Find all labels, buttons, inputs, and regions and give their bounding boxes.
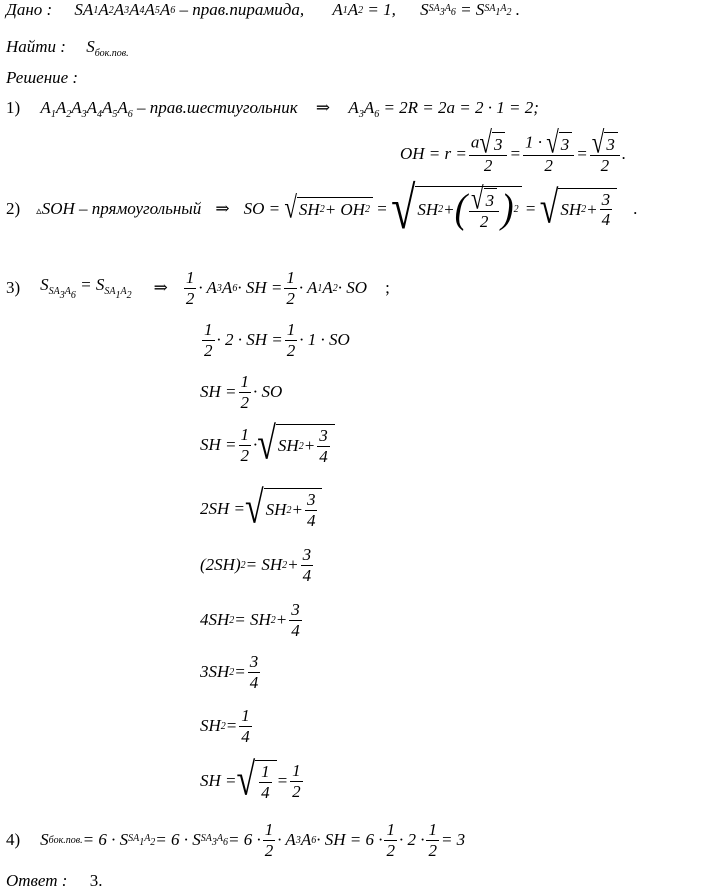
eq-6: 4SH 2 = SH 2 + $\frac{3}{4}$ bbox=[200, 600, 300, 640]
given-area: S $SA_3A_6$ = S $SA_1A_2$ . bbox=[420, 0, 521, 19]
eq-8: SH 2 = $\frac{1}{4}$ bbox=[200, 706, 250, 746]
eq-4: 2SH = √ SH 2 + $\frac{3}{4}$ bbox=[200, 488, 322, 530]
step-2-number: 2) bbox=[6, 198, 21, 218]
given-line bbox=[6, 0, 520, 20]
find-target: бок.пов. bbox=[94, 48, 129, 59]
eq-9: SH = √ $\frac{1}{4}$ = $\frac{1}{2}$ bbox=[200, 755, 301, 806]
given-pyramid: SA 1 A 2 A 3 A 4 A 5 A 6 – прав.пирамида, bbox=[74, 0, 305, 19]
step-4-number: 4) bbox=[6, 830, 21, 850]
answer-line bbox=[6, 871, 102, 891]
find-line: Найти : $S_{бок.пов.}$ bbox=[6, 37, 129, 59]
answer-label: Ответ : bbox=[6, 871, 68, 890]
step-2: 2) ▵SOH – прямоугольный ⇒ SO = √ SH 2 + OH 2 = √ SH 2 + ( √ 3 2 ) 2 = √ SH 2 + $\frac{3}{4}$ . bbox=[6, 174, 638, 242]
given-label: Дано : bbox=[6, 0, 53, 19]
step-1: 1) $A_1A_2A_3A_4A_5A_6$ – прав.шестиугольник ⇒ $A_3A_6 = 2R = 2a = 2 \cdot 1 = 2$; bbox=[6, 98, 539, 120]
step-3-number: 3) bbox=[6, 278, 21, 298]
find-label: Найти : bbox=[6, 37, 66, 56]
given-edge: A 1 A 2 = 1, bbox=[332, 0, 396, 19]
eq-7: 3SH 2 = $\frac{3}{4}$ bbox=[200, 652, 259, 692]
step-1-number: 1) bbox=[6, 98, 21, 117]
step-1-oh: OH = r = a √ 3 2 = 1 · √ 3 2 = √ 3 2 . bbox=[400, 125, 627, 175]
eq-2: SH = $\frac{1}{2}$ · SO bbox=[200, 372, 283, 412]
step-3: 3) $S_{SA_3A_6} = S_{SA_1A_2}$ ⇒ $\frac{1}{2}$ · A 3 A 6 · SH = $\frac{1}{2}$ · A 1 A 2 · SO ; bbox=[6, 268, 390, 308]
step-2-text: – прямоугольный bbox=[79, 198, 202, 218]
step-1-text: – прав.шестиугольник bbox=[137, 98, 298, 117]
answer-value: 3. bbox=[89, 871, 103, 890]
given-text: – прав.пирамида, bbox=[179, 0, 305, 19]
step-4: 4) S бок.пов. = 6 · S $SA_1A_2$ = 6 · S $SA_3A_6$ = 6 · $\frac{1}{2}$ · A 3 A 6 · SH = 6 · $\frac{1}{2}$ · 2 · $\frac{1}{2}$ = 3 bbox=[6, 820, 466, 860]
eq-5: (2SH) 2 = SH 2 + $\frac{3}{4}$ bbox=[200, 545, 312, 585]
eq-1: $\frac{1}{2}$ · 2 · SH = $\frac{1}{2}$ · 1 · SO bbox=[204, 320, 350, 360]
solution-label: Решение : bbox=[6, 68, 79, 87]
eq-3: SH = $\frac{1}{2}$ · √ SH 2 + $\frac{3}{4}$ bbox=[200, 424, 335, 466]
triangle-icon: ▵ bbox=[36, 204, 42, 217]
